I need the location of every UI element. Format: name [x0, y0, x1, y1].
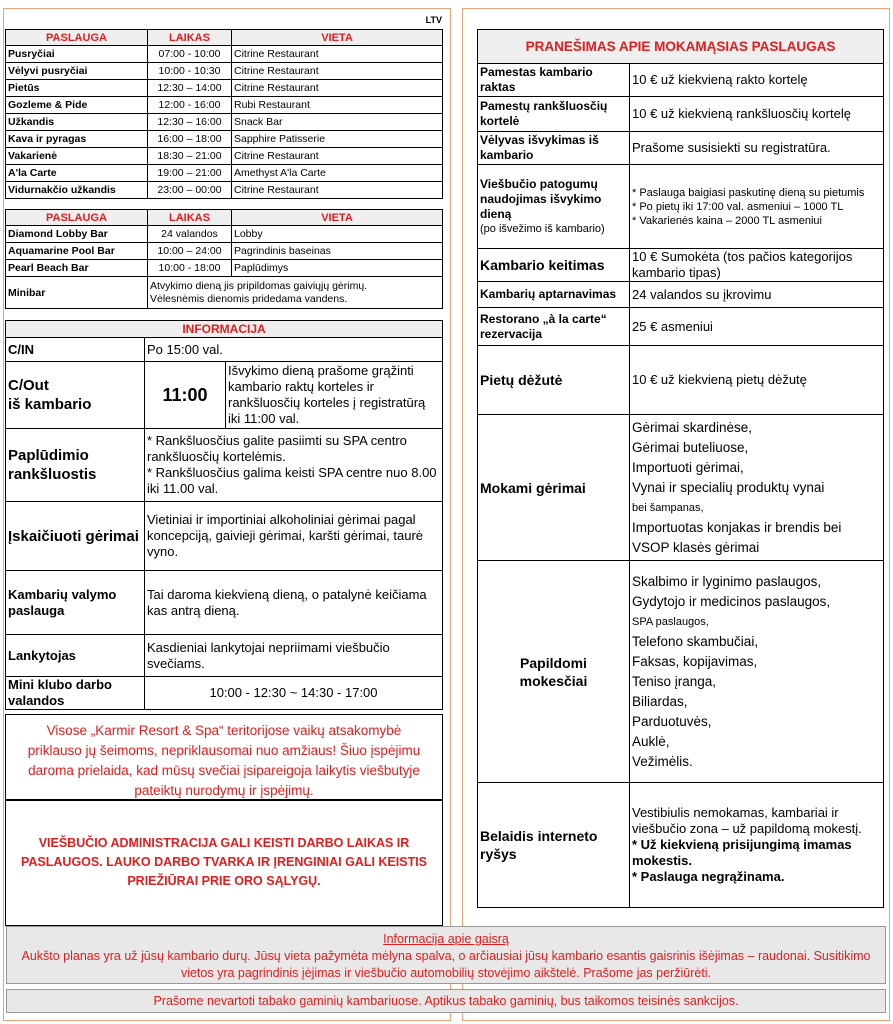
info-header: INFORMACIJA	[6, 321, 443, 338]
table-row	[6, 277, 443, 309]
bar-name: Diamond Lobby Bar	[6, 226, 148, 243]
service-name: Pusryčiai	[6, 46, 148, 63]
column-header: VIETA	[232, 210, 443, 226]
service-time: 12:30 – 14:00	[148, 80, 232, 97]
column-header: LAIKAS	[148, 30, 232, 46]
service-name: Vidurnakčio užkandis	[6, 182, 148, 199]
paid-services-table	[477, 29, 884, 908]
facilities-use-label	[478, 165, 630, 249]
extra-charges-label-line: Papildomi	[520, 654, 587, 671]
wifi-label-line: ryšys	[480, 846, 517, 862]
paid-drinks-list	[630, 415, 884, 561]
list-item: Vežimėlis.	[632, 753, 693, 769]
room-service-label: Kambarių aptarnavimas	[478, 282, 630, 308]
table-row	[6, 243, 443, 260]
service-name: Vėlyvi pusryčiai	[6, 63, 148, 80]
checkout-label-line: iš kambario	[8, 396, 92, 413]
service-time: 19:00 – 21:00	[148, 165, 232, 182]
service-venue: Citrine Restaurant	[232, 182, 443, 199]
wifi-label	[478, 783, 630, 908]
column-header: PASLAUGA	[6, 210, 148, 226]
list-item: Faksas, kopijavimas,	[632, 653, 758, 669]
table-row	[6, 46, 443, 63]
service-venue: Citrine Restaurant	[232, 46, 443, 63]
wifi-text: Vestibiulis nemokamas, kambariai ir viešbučio zona – už papildomą mokestį.	[632, 805, 862, 836]
column-header: LAIKAS	[148, 210, 232, 226]
list-item: Vynai ir specialių produktų vynai	[632, 479, 825, 495]
tobacco-notice: Prašome nevartoti tabako gaminių kambariuose. Aptikus tabako gaminių, bus taikomos teisinės sankcijos.	[6, 989, 886, 1013]
table-row	[6, 165, 443, 182]
room-change-value: 10 € Sumokėta (tos pačios kategorijos kambario tipas)	[630, 249, 884, 282]
bar-venue: Pagrindinis baseinas	[232, 243, 443, 260]
table-row	[6, 148, 443, 165]
mini-club-label: Mini klubo darbo valandos	[6, 677, 145, 710]
towel-label-line: rankšluostis	[8, 466, 97, 483]
towel-note-line: * Rankšluosčius galima keisti SPA centre nuo 8.00 iki 11.00 val.	[147, 465, 437, 496]
beach-towel-note	[145, 429, 443, 502]
lost-towel-card-label: Pamestų rankšluosčių kortelė	[478, 97, 630, 132]
facilities-note: * Paslauga baigiasi paskutinę dieną su pietumis	[632, 186, 865, 199]
checkout-note: Išvykimo dieną prašome grąžinti kambario raktų korteles ir rankšluosčių korteles į registratūrą iki 11:00 val.	[226, 362, 443, 429]
list-item: Biliardas,	[632, 693, 688, 709]
lost-towel-card-value: 10 € už kiekvieną rankšluosčių kortelę	[630, 97, 884, 132]
minibar-text: Vėlesnėmis dienomis pridedama vandens.	[150, 292, 348, 305]
facilities-label-sub: (po išvežimo iš kambario)	[480, 222, 605, 235]
beach-towel-label	[6, 429, 145, 502]
lost-key-value: 10 € už kiekvieną rakto kortelę	[630, 64, 884, 97]
facilities-label-text: Viešbučio patogumų naudojimas išvykimo dieną	[480, 176, 602, 221]
meal-schedule-table	[5, 29, 443, 199]
service-venue: Rubi Restaurant	[232, 97, 443, 114]
list-item: Importuotas konjakas ir brendis bei	[632, 519, 842, 535]
service-venue: Sapphire Patisserie	[232, 131, 443, 148]
list-item: VSOP klasės gėrimai	[632, 539, 760, 555]
room-cleaning-label: Kambarių valymo paslauga	[6, 571, 145, 635]
list-item: bei šampanas,	[632, 501, 704, 514]
bars-table	[5, 209, 443, 309]
extra-charges-label-line: mokesčiai	[519, 672, 588, 689]
bar-time: 10:00 – 24:00	[148, 243, 232, 260]
alacarte-reservation-label: Restorano „à la carte“ rezervacija	[478, 308, 630, 346]
bar-time: 24 valandos	[148, 226, 232, 243]
list-item: Gydytojo ir medicinos paslaugos,	[632, 593, 831, 609]
list-item: Teniso įranga,	[632, 673, 717, 689]
visitor-value: Kasdieniai lankytojai nepriimami viešbučio svečiams.	[145, 635, 443, 677]
service-venue: Citrine Restaurant	[232, 80, 443, 97]
minibar-text: Atvykimo dieną jis pripildomas gaiviųjų gėrimų.	[150, 279, 368, 292]
table-row	[6, 131, 443, 148]
list-item: Skalbimo ir lyginimo paslaugos,	[632, 573, 822, 589]
checkin-label: C/IN	[6, 338, 145, 362]
fire-information	[6, 926, 886, 984]
alacarte-reservation-value: 25 € asmeniui	[630, 308, 884, 346]
wifi-label-line: Belaidis interneto	[480, 828, 598, 844]
service-name: Užkandis	[6, 114, 148, 131]
column-header: VIETA	[232, 30, 443, 46]
column-header: PASLAUGA	[6, 30, 148, 46]
mini-club-hours: 10:00 - 12:30 ~ 14:30 - 17:00	[145, 677, 443, 710]
lunch-box-label: Pietų dėžutė	[478, 346, 630, 415]
service-time: 18:30 – 21:00	[148, 148, 232, 165]
bar-time: 10:00 - 18:00	[148, 260, 232, 277]
list-item: Parduotuvės,	[632, 713, 712, 729]
fire-title: Informacija apie gaisrą	[383, 932, 509, 946]
list-item: SPA paslaugos,	[632, 615, 709, 628]
service-venue: Snack Bar	[232, 114, 443, 131]
bar-name: Pearl Beach Bar	[6, 260, 148, 277]
checkin-value: Po 15:00 val.	[145, 338, 443, 362]
administration-notice: VIEŠBUČIO ADMINISTRACIJA GALI KEISTI DARBO LAIKAS IR PASLAUGOS. LAUKO DARBO TVARKA IR ĮRENGINIAI GALI KEISTIS PRIEŽIŪRAI PRIE ORO SĄLYGŲ.	[5, 800, 443, 926]
bar-venue: Lobby	[232, 226, 443, 243]
extra-charges-label	[478, 561, 630, 783]
checkout-time: 11:00	[145, 362, 226, 429]
service-name: Gozleme & Pide	[6, 97, 148, 114]
minibar-label: Minibar	[6, 277, 148, 309]
service-time: 07:00 - 10:00	[148, 46, 232, 63]
table-row	[6, 182, 443, 199]
table-row	[6, 226, 443, 243]
included-drinks-value: Vietiniai ir importiniai alkoholiniai gėrimai pagal koncepciją, gaivieji gėrimai, karšti gėrimai, taurė vyno.	[145, 502, 443, 571]
service-time: 12:30 – 16:00	[148, 114, 232, 131]
children-responsibility-notice: Visose „Karmir Resort & Spa“ teritorijose vaikų atsakomybė priklauso jų šeimoms, nepriklausomai nuo amžiaus! Šiuo įspėjimu daroma prielaida, kad mūsų svečiai įsipareigoja laikytis viešbutyje pateiktų nurodymų ir įspėjimų.	[5, 714, 443, 800]
list-item: Auklė,	[632, 733, 670, 749]
late-checkout-value: Prašome susisiekti su registratūra.	[630, 132, 884, 165]
facilities-use-value	[630, 165, 884, 249]
late-checkout-label: Vėlyvas išvykimas iš kambario	[478, 132, 630, 165]
service-time: 10:00 - 10:30	[148, 63, 232, 80]
checkout-label	[6, 362, 145, 429]
wifi-note: * Paslauga negrąžinama.	[632, 869, 785, 884]
wifi-note: * Už kiekvieną prisijungimą imamas mokestis.	[632, 837, 852, 868]
towel-label-line: Paplūdimio	[8, 447, 89, 464]
list-item: Importuoti gėrimai,	[632, 459, 744, 475]
towel-note-line: * Rankšluosčius galite pasiimti su SPA centro rankšluosčių kortelėmis.	[147, 433, 407, 464]
wifi-value	[630, 783, 884, 908]
list-item: Gėrimai skardinėse,	[632, 419, 753, 435]
checkout-label-line: C/Out	[8, 377, 49, 394]
room-cleaning-value: Tai daroma kiekvieną dieną, o patalynė keičiama kas antrą dieną.	[145, 571, 443, 635]
minibar-note	[148, 277, 443, 309]
lunch-box-value: 10 € už kiekvieną pietų dėžutę	[630, 346, 884, 415]
service-time: 12:00 - 16:00	[148, 97, 232, 114]
service-time: 23:00 – 00:00	[148, 182, 232, 199]
room-change-label: Kambario keitimas	[478, 249, 630, 282]
table-row	[6, 97, 443, 114]
list-item: Telefono skambučiai,	[632, 633, 759, 649]
information-table	[5, 320, 443, 710]
service-name: A'la Carte	[6, 165, 148, 182]
included-drinks-label: Įskaičiuoti gėrimai	[6, 502, 145, 571]
service-venue: Citrine Restaurant	[232, 148, 443, 165]
room-service-value: 24 valandos su įkrovimu	[630, 282, 884, 308]
table-row	[6, 260, 443, 277]
service-name: Kava ir pyragas	[6, 131, 148, 148]
table-row	[6, 63, 443, 80]
facilities-note: * Vakarienės kaina – 2000 TL asmeniui	[632, 214, 822, 227]
language-code: LTV	[425, 15, 442, 25]
paid-services-header: PRANEŠIMAS APIE MOKAMĄSIAS PASLAUGAS	[478, 30, 884, 64]
service-venue: Citrine Restaurant	[232, 63, 443, 80]
lost-key-label: Pamestas kambario raktas	[478, 64, 630, 97]
table-row	[6, 80, 443, 97]
service-name: Vakarienė	[6, 148, 148, 165]
extra-charges-list	[630, 561, 884, 783]
fire-text: Aukšto planas yra už jūsų kambario durų. Jūsų vieta pažymėta mėlyna spalva, o arčiausiai jūsų kambario esantis gaisrinis išėjimas – raudonai. Susitikimo vietos yra pagrindinis įėjimas ir viešbučio automobilių stovėjimo aikštelė. Prašome jas peržiūrėti.	[21, 949, 871, 980]
visitor-label: Lankytojas	[6, 635, 145, 677]
table-row	[6, 114, 443, 131]
bar-venue: Paplūdimys	[232, 260, 443, 277]
service-name: Pietūs	[6, 80, 148, 97]
paid-drinks-label: Mokami gėrimai	[478, 415, 630, 561]
list-item: Gėrimai buteliuose,	[632, 439, 749, 455]
service-time: 16:00 – 18:00	[148, 131, 232, 148]
bar-name: Aquamarine Pool Bar	[6, 243, 148, 260]
facilities-note: * Po pietų iki 17:00 val. asmeniui – 1000 TL	[632, 200, 844, 213]
service-venue: Amethyst A'la Carte	[232, 165, 443, 182]
